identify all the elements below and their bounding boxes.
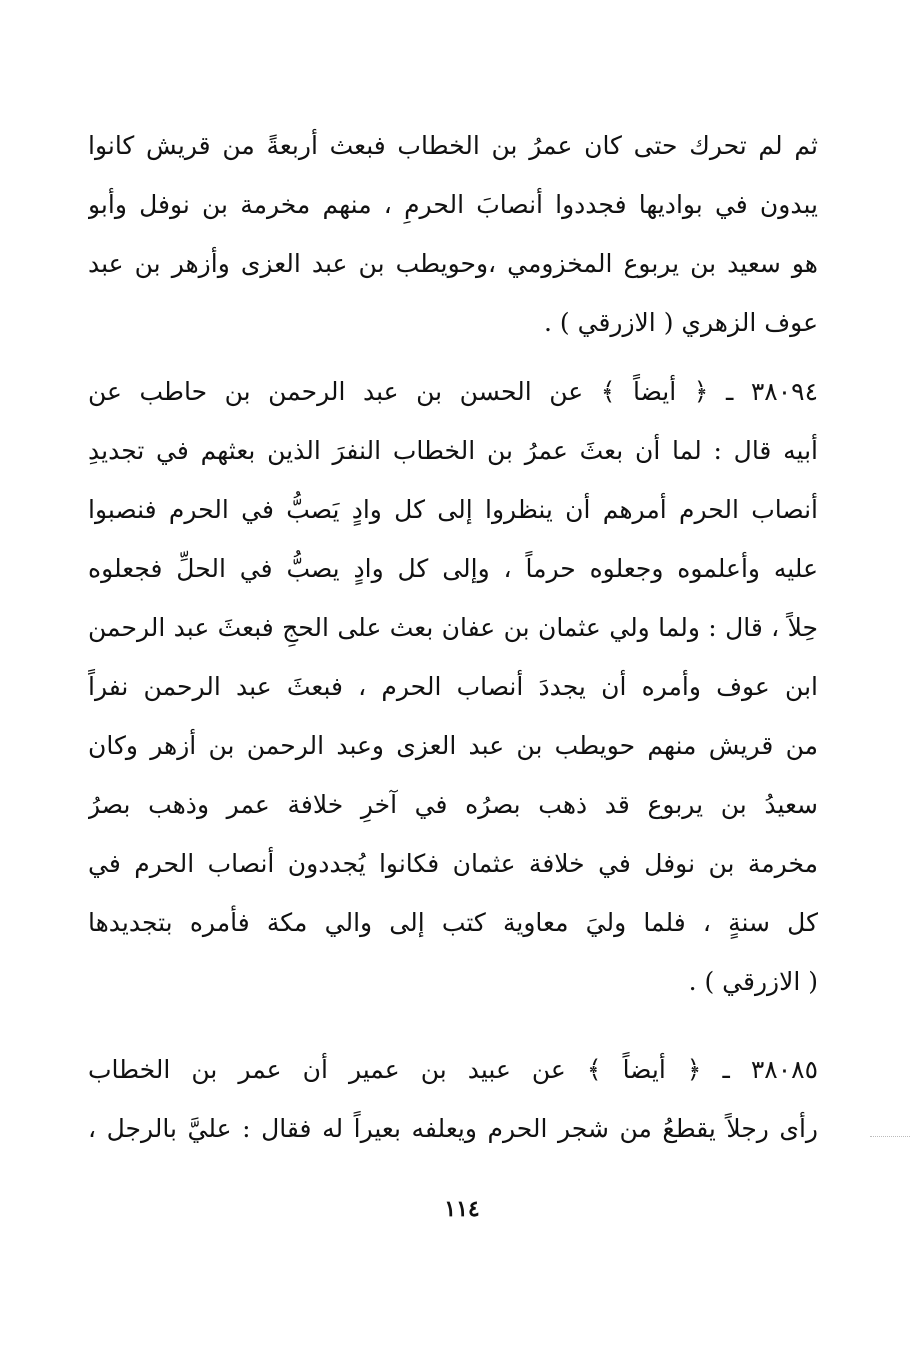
text-line: سعيدُ بن يربوع قد ذهب بصرُه في آخرِ خلافة عمر وذهب بصرُ xyxy=(88,790,818,819)
page-number: ١١٤ xyxy=(444,1196,480,1222)
text-line: عليه وأعلموه وجعلوه حرماً ، وإلى كل وادٍ يصبُّ في الحلِّ فجعلوه xyxy=(88,554,818,583)
paragraph-1 xyxy=(88,116,818,352)
text-line: هو سعيد بن يربوع المخزومي ،وحويطب بن عبد العزى وأزهر بن عبد xyxy=(88,249,818,278)
text-line: حِلاً ، قال : ولما ولي عثمان بن عفان بعث على الحجِ فبعثَ عبد الرحمن xyxy=(88,613,818,642)
scan-artifact xyxy=(870,1136,910,1138)
text-line: من قريش منهم حويطب بن عبد العزى وعبد الرحمن بن أزهر وكان xyxy=(88,731,818,760)
text-line: أنصاب الحرم أمرهم أن ينظروا إلى كل وادٍ يَصبُّ في الحرم فنصبوا xyxy=(88,495,818,524)
text-line: يبدون في بواديها فجددوا أنصابَ الحرمِ ، منهم مخرمة بن نوفل وأبو xyxy=(88,190,818,219)
text-line: رأى رجلاً يقطعُ من شجر الحرم ويعلفه بعيراً له فقال : عليَّ بالرجل ، xyxy=(88,1114,818,1143)
paragraph-3 xyxy=(88,1040,818,1158)
text-line: ٣٨٠٨٥ ـ ﴿ أيضاً ﴾ عن عبيد بن عمير أن عمر بن الخطاب xyxy=(88,1055,818,1084)
text-line: أبيه قال : لما أن بعثَ عمرُ بن الخطاب النفرَ الذين بعثهم في تجديدِ xyxy=(88,436,818,465)
text-line: ٣٨٠٩٤ ـ ﴿ أيضاً ﴾ عن الحسن بن عبد الرحمن بن حاطب عن xyxy=(88,377,818,406)
text-line: مخرمة بن نوفل في خلافة عثمان فكانوا يُجددون أنصاب الحرم في xyxy=(88,849,818,878)
text-line: ابن عوف وأمره أن يجددَ أنصاب الحرم ، فبعثَ عبد الرحمن نفراً xyxy=(88,672,818,701)
paragraph-2 xyxy=(88,362,818,1011)
text-line: كل سنةٍ ، فلما وليَ معاوية كتب إلى والي مكة فأمره بتجديدها xyxy=(88,908,818,937)
text-line: ( الازرقي ) . xyxy=(688,967,818,996)
text-line: ثم لم تحرك حتى كان عمرُ بن الخطاب فبعث أربعةً من قريش كانوا xyxy=(88,131,818,160)
text-line: عوف الزهري ( الازرقي ) . xyxy=(544,308,818,337)
